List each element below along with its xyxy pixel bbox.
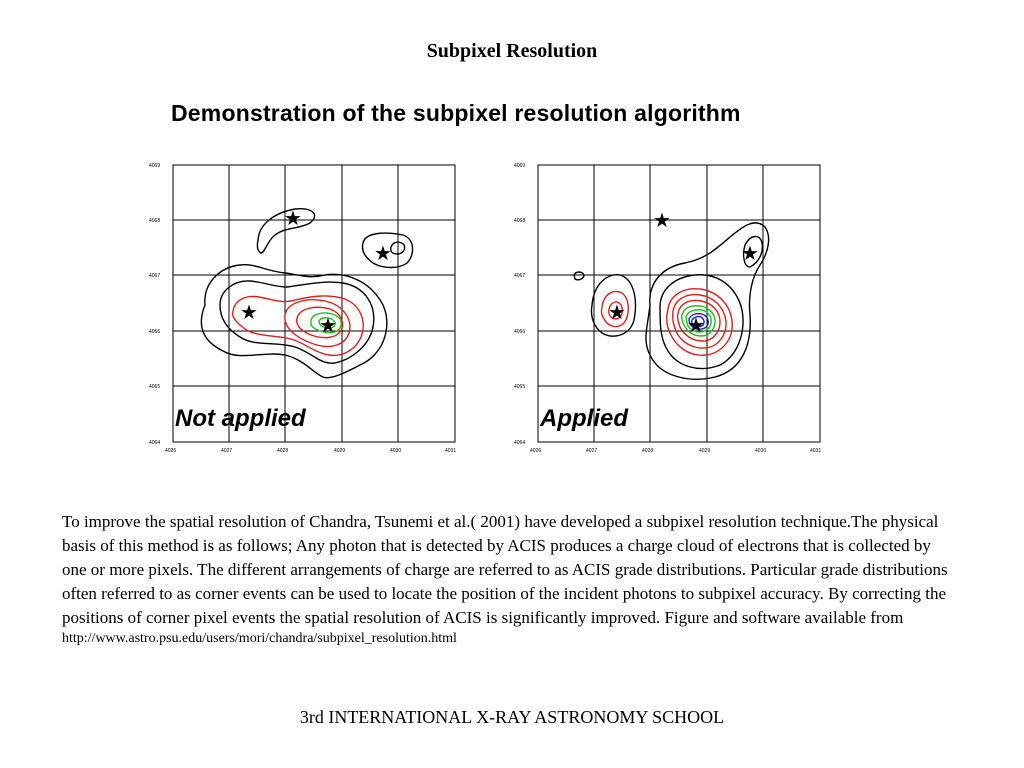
star-icon: ★ xyxy=(284,208,302,230)
y-tick-label: 4064 xyxy=(149,440,161,446)
star-icon: ★ xyxy=(374,243,392,265)
x-tick-label: 4028 xyxy=(642,448,654,454)
star-icon: ★ xyxy=(653,210,671,232)
x-tick-label: 4030 xyxy=(755,448,767,454)
y-tick-label: 4064 xyxy=(514,440,526,446)
plot-applied xyxy=(510,155,830,455)
y-tick-label: 4068 xyxy=(149,218,161,224)
body-paragraph xyxy=(62,510,952,648)
contours xyxy=(574,223,769,379)
x-tick-label: 4026 xyxy=(530,448,542,454)
plot-label-not-applied: Not applied xyxy=(175,405,306,432)
x-tick-label: 4027 xyxy=(221,448,233,454)
paragraph-text: To improve the spatial resolution of Chandra, Tsunemi et al.( 2001) have developed a subpixel resolution technique.The physical basis of this method is as follows; Any photon that is detected by ACIS produces a charge cloud of electrons that is collected by one or more pixels. The different arrangements of charge are referred to as ACIS grade distributions. Particular grade distributions often referred to as corner events can be used to locate the position of the incident photons to subpixel accuracy. By correcting the positions of corner pixel events the spatial resolution of ACIS is significantly improved. Figure and software available from xyxy=(62,512,948,627)
star-icon: ★ xyxy=(608,302,626,324)
y-tick-label: 4066 xyxy=(149,329,161,335)
y-tick-label: 4067 xyxy=(514,273,526,279)
star-icon: ★ xyxy=(741,243,759,265)
x-tick-label: 4029 xyxy=(334,448,346,454)
x-tick-label: 4026 xyxy=(165,448,177,454)
contours xyxy=(201,209,412,378)
source-url: http://www.astro.psu.edu/users/mori/chandra/subpixel_resolution.html xyxy=(62,631,457,646)
plot-grid xyxy=(173,165,455,442)
x-tick-label: 4030 xyxy=(390,448,402,454)
figure-heading: Demonstration of the subpixel resolution algorithm xyxy=(171,100,741,126)
x-tick-label: 4028 xyxy=(277,448,289,454)
y-tick-label: 4065 xyxy=(149,384,161,390)
x-tick-label: 4031 xyxy=(810,448,822,454)
star-icon: ★ xyxy=(687,315,705,337)
x-tick-label: 4027 xyxy=(586,448,598,454)
slide-footer: 3rd INTERNATIONAL X-RAY ASTRONOMY SCHOOL xyxy=(299,707,725,727)
plot-not-applied xyxy=(145,155,465,455)
plot-grid xyxy=(538,165,820,442)
source-stars xyxy=(608,210,759,337)
slide-title: Subpixel Resolution xyxy=(426,40,598,62)
y-tick-label: 4065 xyxy=(514,384,526,390)
x-tick-label: 4029 xyxy=(699,448,711,454)
y-tick-label: 4069 xyxy=(149,163,161,169)
x-tick-label: 4031 xyxy=(445,448,457,454)
y-tick-label: 4066 xyxy=(514,329,526,335)
star-icon: ★ xyxy=(319,315,337,337)
star-icon: ★ xyxy=(240,302,258,324)
plot-label-applied: Applied xyxy=(540,405,628,432)
y-tick-label: 4067 xyxy=(149,273,161,279)
y-tick-label: 4068 xyxy=(514,218,526,224)
y-tick-label: 4069 xyxy=(514,163,526,169)
